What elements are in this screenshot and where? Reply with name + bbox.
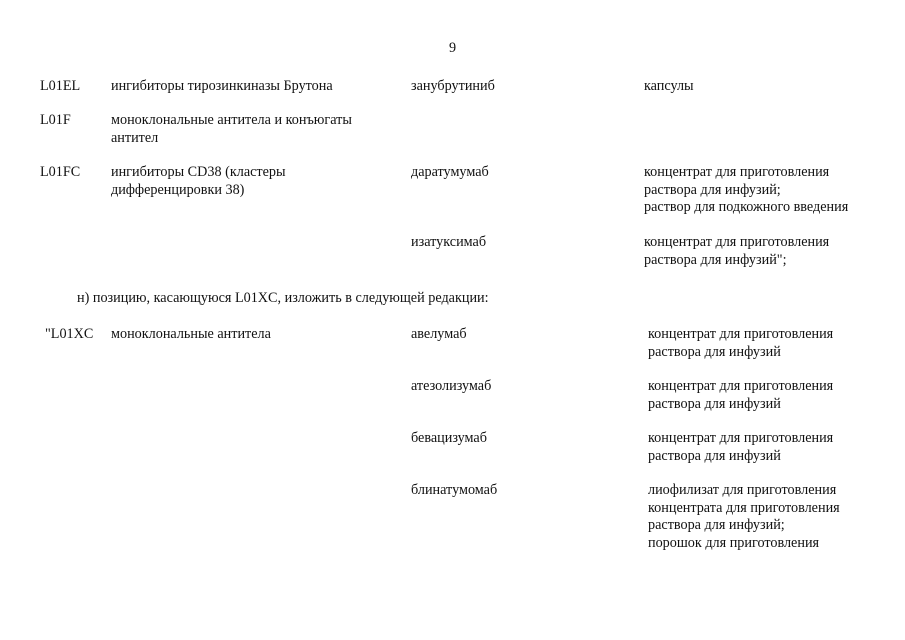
dosage-form: концентрат для приготовления раствора для инфузий";: [644, 234, 830, 268]
atc-code: L01FC: [40, 164, 81, 180]
dosage-form: концентрат для приготовления раствора для инфузий: [648, 378, 834, 412]
group-name: моноклональные антитела и конъюгаты антител: [111, 112, 352, 146]
instruction-paragraph: н) позицию, касающуюся L01XC, изложить в следующей редакции:: [77, 290, 489, 306]
dosage-form: концентрат для приготовления раствора для инфузий; раствор для подкожного введения: [644, 164, 849, 215]
dosage-form: концентрат для приготовления раствора для инфузий: [648, 326, 834, 360]
drug-name: блинатумомаб: [411, 482, 498, 498]
atc-code: L01EL: [40, 78, 81, 94]
drug-name: бевацизумаб: [411, 430, 487, 446]
drug-name: авелумаб: [411, 326, 467, 342]
group-name: моноклональные антитела: [111, 326, 271, 342]
drug-name: изатуксимаб: [411, 234, 487, 250]
drug-name: занубрутиниб: [411, 78, 495, 94]
dosage-form: лиофилизат для приготовления концентрата для приготовления раствора для инфузий; порошок для приготовления: [648, 482, 840, 551]
group-name: ингибиторы CD38 (кластеры дифференцировки 38): [111, 164, 286, 198]
drug-name: даратумумаб: [411, 164, 489, 180]
atc-code: L01F: [40, 112, 71, 128]
group-name: ингибиторы тирозинкиназы Брутона: [111, 78, 333, 94]
atc-code: "L01XC: [45, 326, 94, 342]
page-number: 9: [448, 40, 457, 56]
dosage-form: капсулы: [644, 78, 694, 94]
dosage-form: концентрат для приготовления раствора для инфузий: [648, 430, 834, 464]
drug-name: атезолизумаб: [411, 378, 492, 394]
